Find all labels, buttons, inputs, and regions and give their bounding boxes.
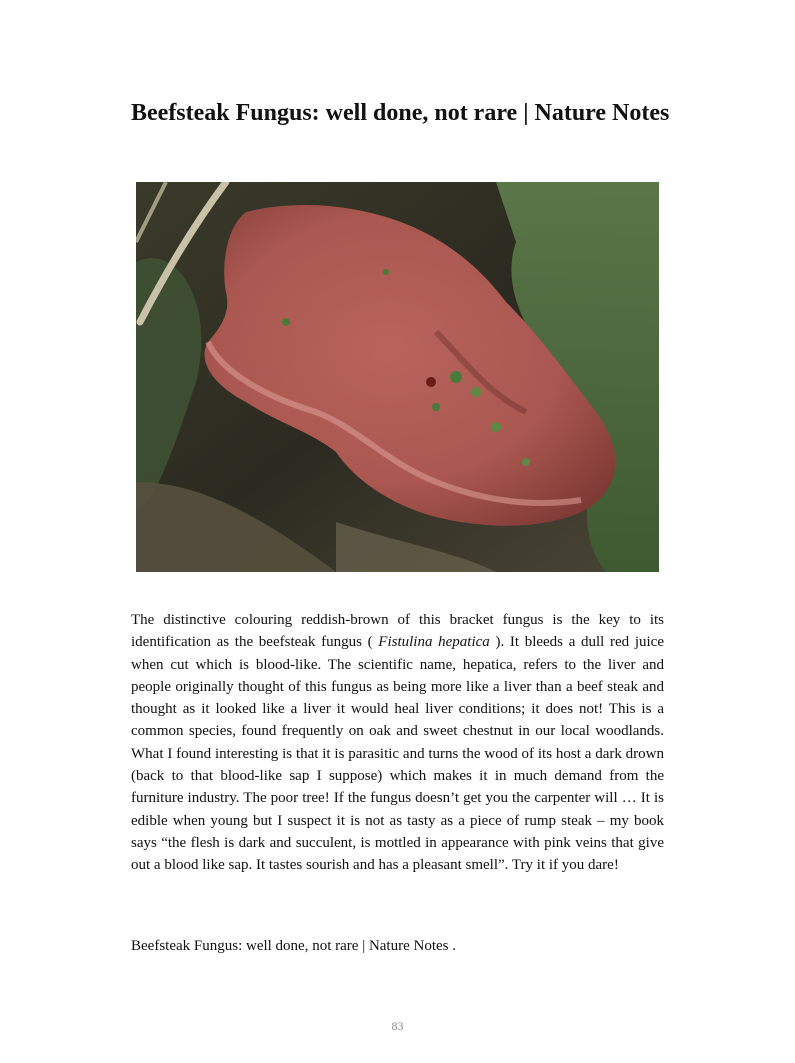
body-paragraph xyxy=(131,609,664,877)
page-number: 83 xyxy=(391,1019,404,1033)
paragraph-text-end: ). It bleeds a dull red juice when cut which is blood-like. The scientific name, hepatica, refers to the liver and people originally thought of this fungus as being more like a liver than a beef steak and thought as it looked like a liver it would heal liver conditions; it does not! This is a common species, found frequently on oak and sweet chestnut in our local woodlands. What I found interesting is that it is parasitic and turns the wood of its host a dark drown (back to that blood-like sap I suppose) which makes it in much demand from the furniture industry. The poor tree! If the fungus doesn’t get you the carpenter will … It is edible when young but I suspect it is not as tasty as a piece of rump steak – my book says “the flesh is dark and succulent, is mottled in appearance with pink veins that give out a blood like sap. It tastes sourish and has a pleasant smell”. Try it if you dare! xyxy=(131,634,664,874)
page-title: Beefsteak Fungus: well done, not rare | Nature Notes xyxy=(131,100,670,126)
source-link[interactable]: Beefsteak Fungus: well done, not rare | Nature Notes . xyxy=(131,938,456,954)
paragraph-text-start: The distinctive colouring reddish-brown of this bracket fungus is the key to its identification as the beefsteak fungus ( xyxy=(131,612,664,651)
species-name: Fistulina hepatica xyxy=(372,634,496,651)
beefsteak-fungus-photo xyxy=(136,182,659,572)
